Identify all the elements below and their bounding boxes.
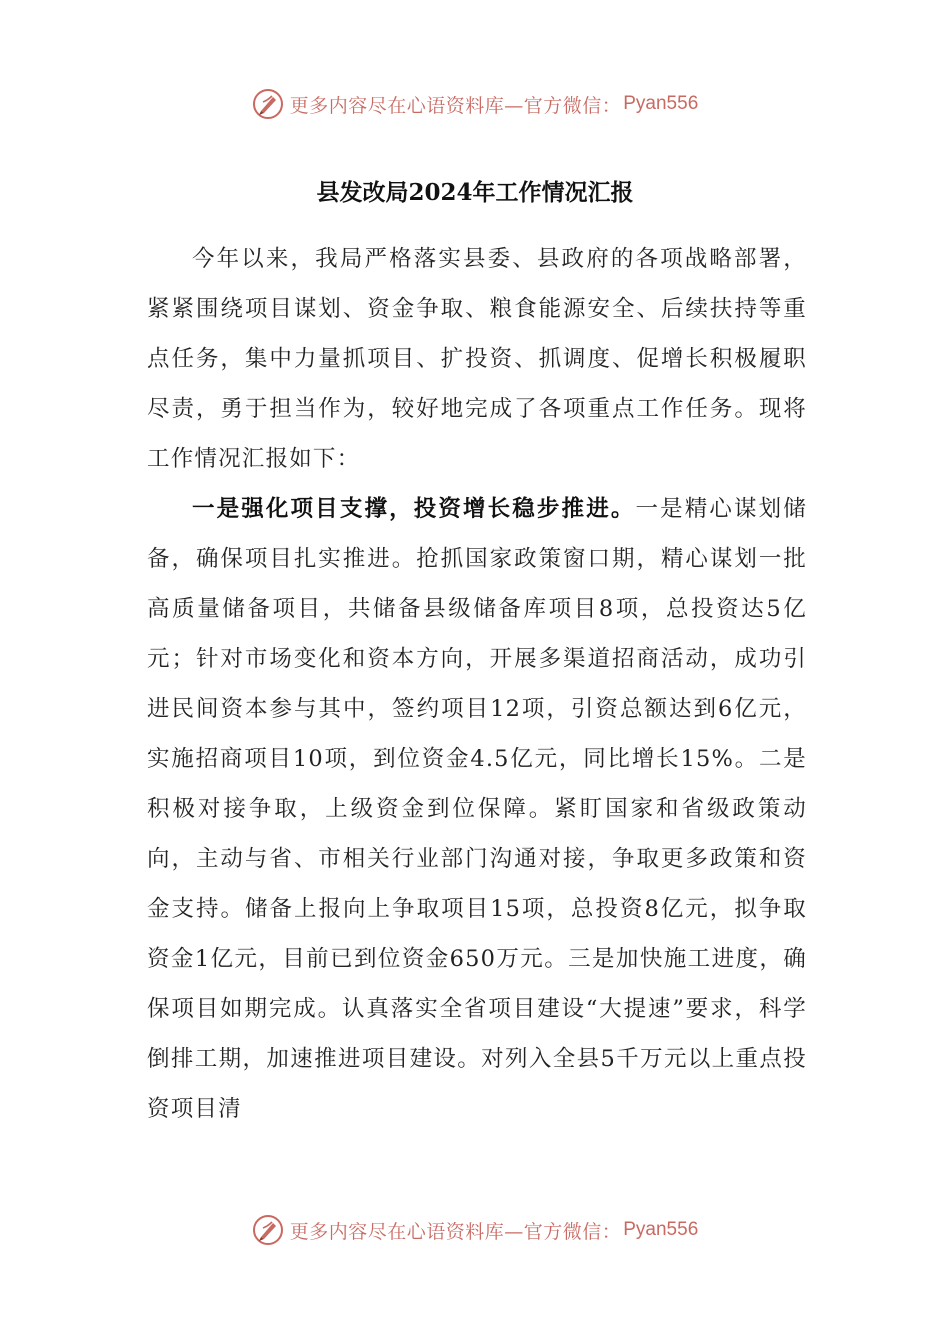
quill-pen-logo-icon	[252, 88, 284, 120]
document-body	[147, 234, 807, 1134]
intro-paragraph: 今年以来，我局严格落实县委、县政府的各项战略部署，紧紧围绕项目谋划、资金争取、粮食能源安全、后续扶持等重点任务，集中力量抓项目、扩投资、抓调度、促增长积极履职尽责，勇于担当作为，较好地完成了各项重点工作任务。现将工作情况汇报如下：	[147, 246, 807, 472]
watermark-wechat-handle: Pyan556	[623, 93, 699, 114]
watermark-wechat-handle: Pyan556	[623, 1219, 699, 1240]
quill-pen-logo-icon	[252, 1214, 284, 1246]
document-title: 县发改局2024年工作情况汇报	[316, 179, 634, 206]
header-watermark[interactable]	[0, 84, 950, 124]
watermark-text: 更多内容尽在心语资料库—官方微信：	[289, 94, 622, 117]
watermark-text: 更多内容尽在心语资料库—官方微信：	[289, 1220, 622, 1243]
section-1-heading: 一是强化项目支撑，投资增长稳步推进。	[192, 496, 636, 522]
section-1-paragraph	[147, 484, 807, 1134]
section-1-body: 一是精心谋划储备，确保项目扎实推进。抢抓国家政策窗口期，精心谋划一批高质量储备项目，共储备县级储备库项目8项，总投资达5亿元；针对市场变化和资本方向，开展多渠道招商活动，成功引进民间资本参与其中，签约项目12项，引资总额达到6亿元，实施招商项目10项，到位资金4.5亿元，同比增长15%。二是积极对接争取，上级资金到位保障。紧盯国家和省级政策动向，主动与省、市相关行业部门沟通对接，争取更多政策和资金支持。储备上报向上争取项目15项，总投资8亿元，拟争取资金1亿元，目前已到位资金650万元。三是加快施工进度，确保项目如期完成。认真落实全省项目建设“大提速”要求，科学倒排工期，加速推进项目建设。对列入全县5千万元以上重点投资项目清	[147, 496, 807, 1122]
footer-watermark[interactable]	[0, 1210, 950, 1250]
